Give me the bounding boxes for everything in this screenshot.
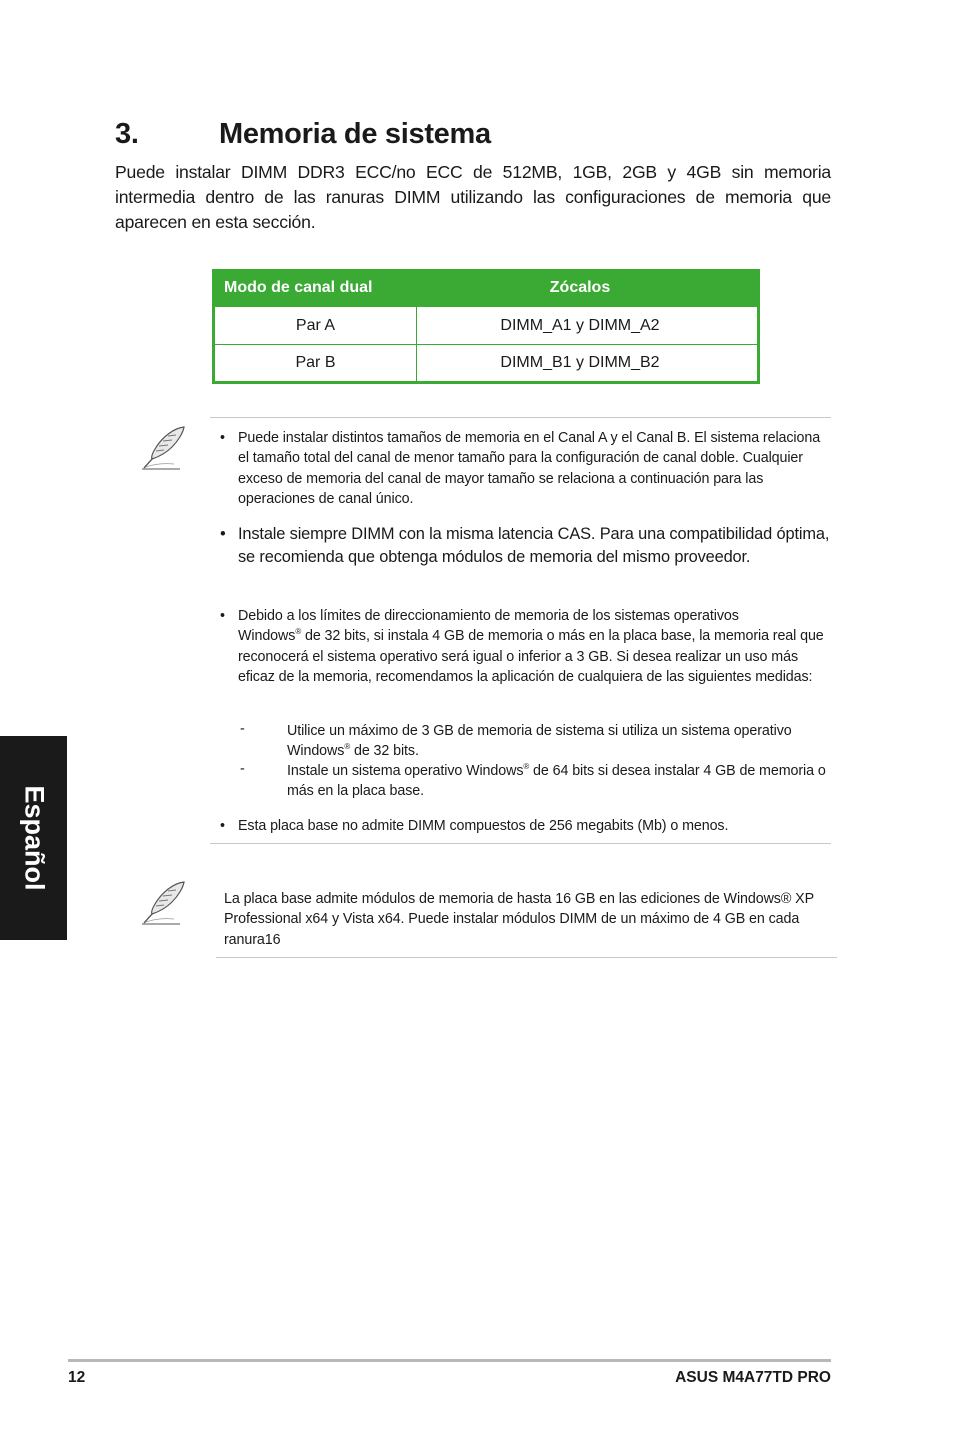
list-item: Puede instalar distintos tamaños de memoria en el Canal A y el Canal B. El sistema relaciona el tamaño total del canal de menor tamaño para la configuración de canal doble. Cualquier exceso de memoria del canal de mayor tamaño se relaciona a continuación para las operaciones de canal único. <box>238 430 821 507</box>
list-item: Debido a los límites de direccionamiento de memoria de los sistemas operativos Windows® de 32 bits, si instala 4 GB de memoria o más en la placa base, la memoria real que reconocerá el sistema operativo será igual o inferior a 3 GB. Si desea realizar un uso más eficaz de la memoria, recomendamos la aplicación de cualquiera de las siguientes medidas: <box>238 608 824 685</box>
bullet: • <box>220 430 225 446</box>
bullet: • <box>220 525 226 543</box>
table-row <box>215 307 757 344</box>
table-cell: DIMM_B1 y DIMM_B2 <box>500 354 660 371</box>
product-name: ASUS M4A77TD PRO <box>675 1369 831 1386</box>
sub-list-item: Instale un sistema operativo Windows® de 64 bits si desea instalar 4 GB de memoria o más en la placa base. <box>287 762 826 799</box>
section-number: 3. <box>115 118 139 150</box>
header-mode: Modo de canal dual <box>224 279 373 296</box>
table-cell: Par B <box>215 345 417 381</box>
bullet: • <box>220 608 225 624</box>
table-header <box>215 269 757 307</box>
sub-dash: - <box>240 761 245 777</box>
section-title: Memoria de sistema <box>219 118 491 150</box>
section-heading <box>115 118 491 151</box>
feather-pen-icon <box>140 423 190 471</box>
table-cell: Par A <box>215 307 417 344</box>
side-tab-label: Español <box>19 785 49 891</box>
feather-pen-icon <box>140 878 190 926</box>
note-top-rule <box>210 417 831 418</box>
header-sockets: Zócalos <box>549 279 611 296</box>
bullet: • <box>220 818 225 834</box>
list-item: Esta placa base no admite DIMM compuestos de 256 megabits (Mb) o menos. <box>238 818 729 834</box>
table-cell: DIMM_A1 y DIMM_A2 <box>500 316 660 334</box>
note-bottom-rule <box>210 843 831 844</box>
sub-dash: - <box>240 721 245 737</box>
footer-rule <box>68 1359 831 1362</box>
dual-channel-table <box>212 269 760 384</box>
sub-list-item: Utilice un máximo de 3 GB de memoria de sistema si utiliza un sistema operativo Windows® de 32 bits. <box>287 723 792 759</box>
note-2-text: La placa base admite módulos de memoria de hasta 16 GB en las ediciones de Windows® XP Professional x64 y Vista x64. Puede instalar módulos DIMM de un máximo de 4 GB en cada ranura16 <box>224 891 814 948</box>
intro-paragraph: Puede instalar DIMM DDR3 ECC/no ECC de 512MB, 1GB, 2GB y 4GB sin memoria intermedia dentro de las ranuras DIMM utilizando las configuraciones de memoria que aparecen en esta sección. <box>115 162 831 232</box>
list-item: Instale siempre DIMM con la misma latencia CAS. Para una compatibilidad óptima, se recomienda que obtenga módulos de memoria del mismo proveedor. <box>238 525 830 567</box>
page-number: 12 <box>68 1369 86 1386</box>
note-2-rule <box>216 957 837 958</box>
table-row <box>215 344 757 381</box>
language-side-tab <box>0 736 67 940</box>
